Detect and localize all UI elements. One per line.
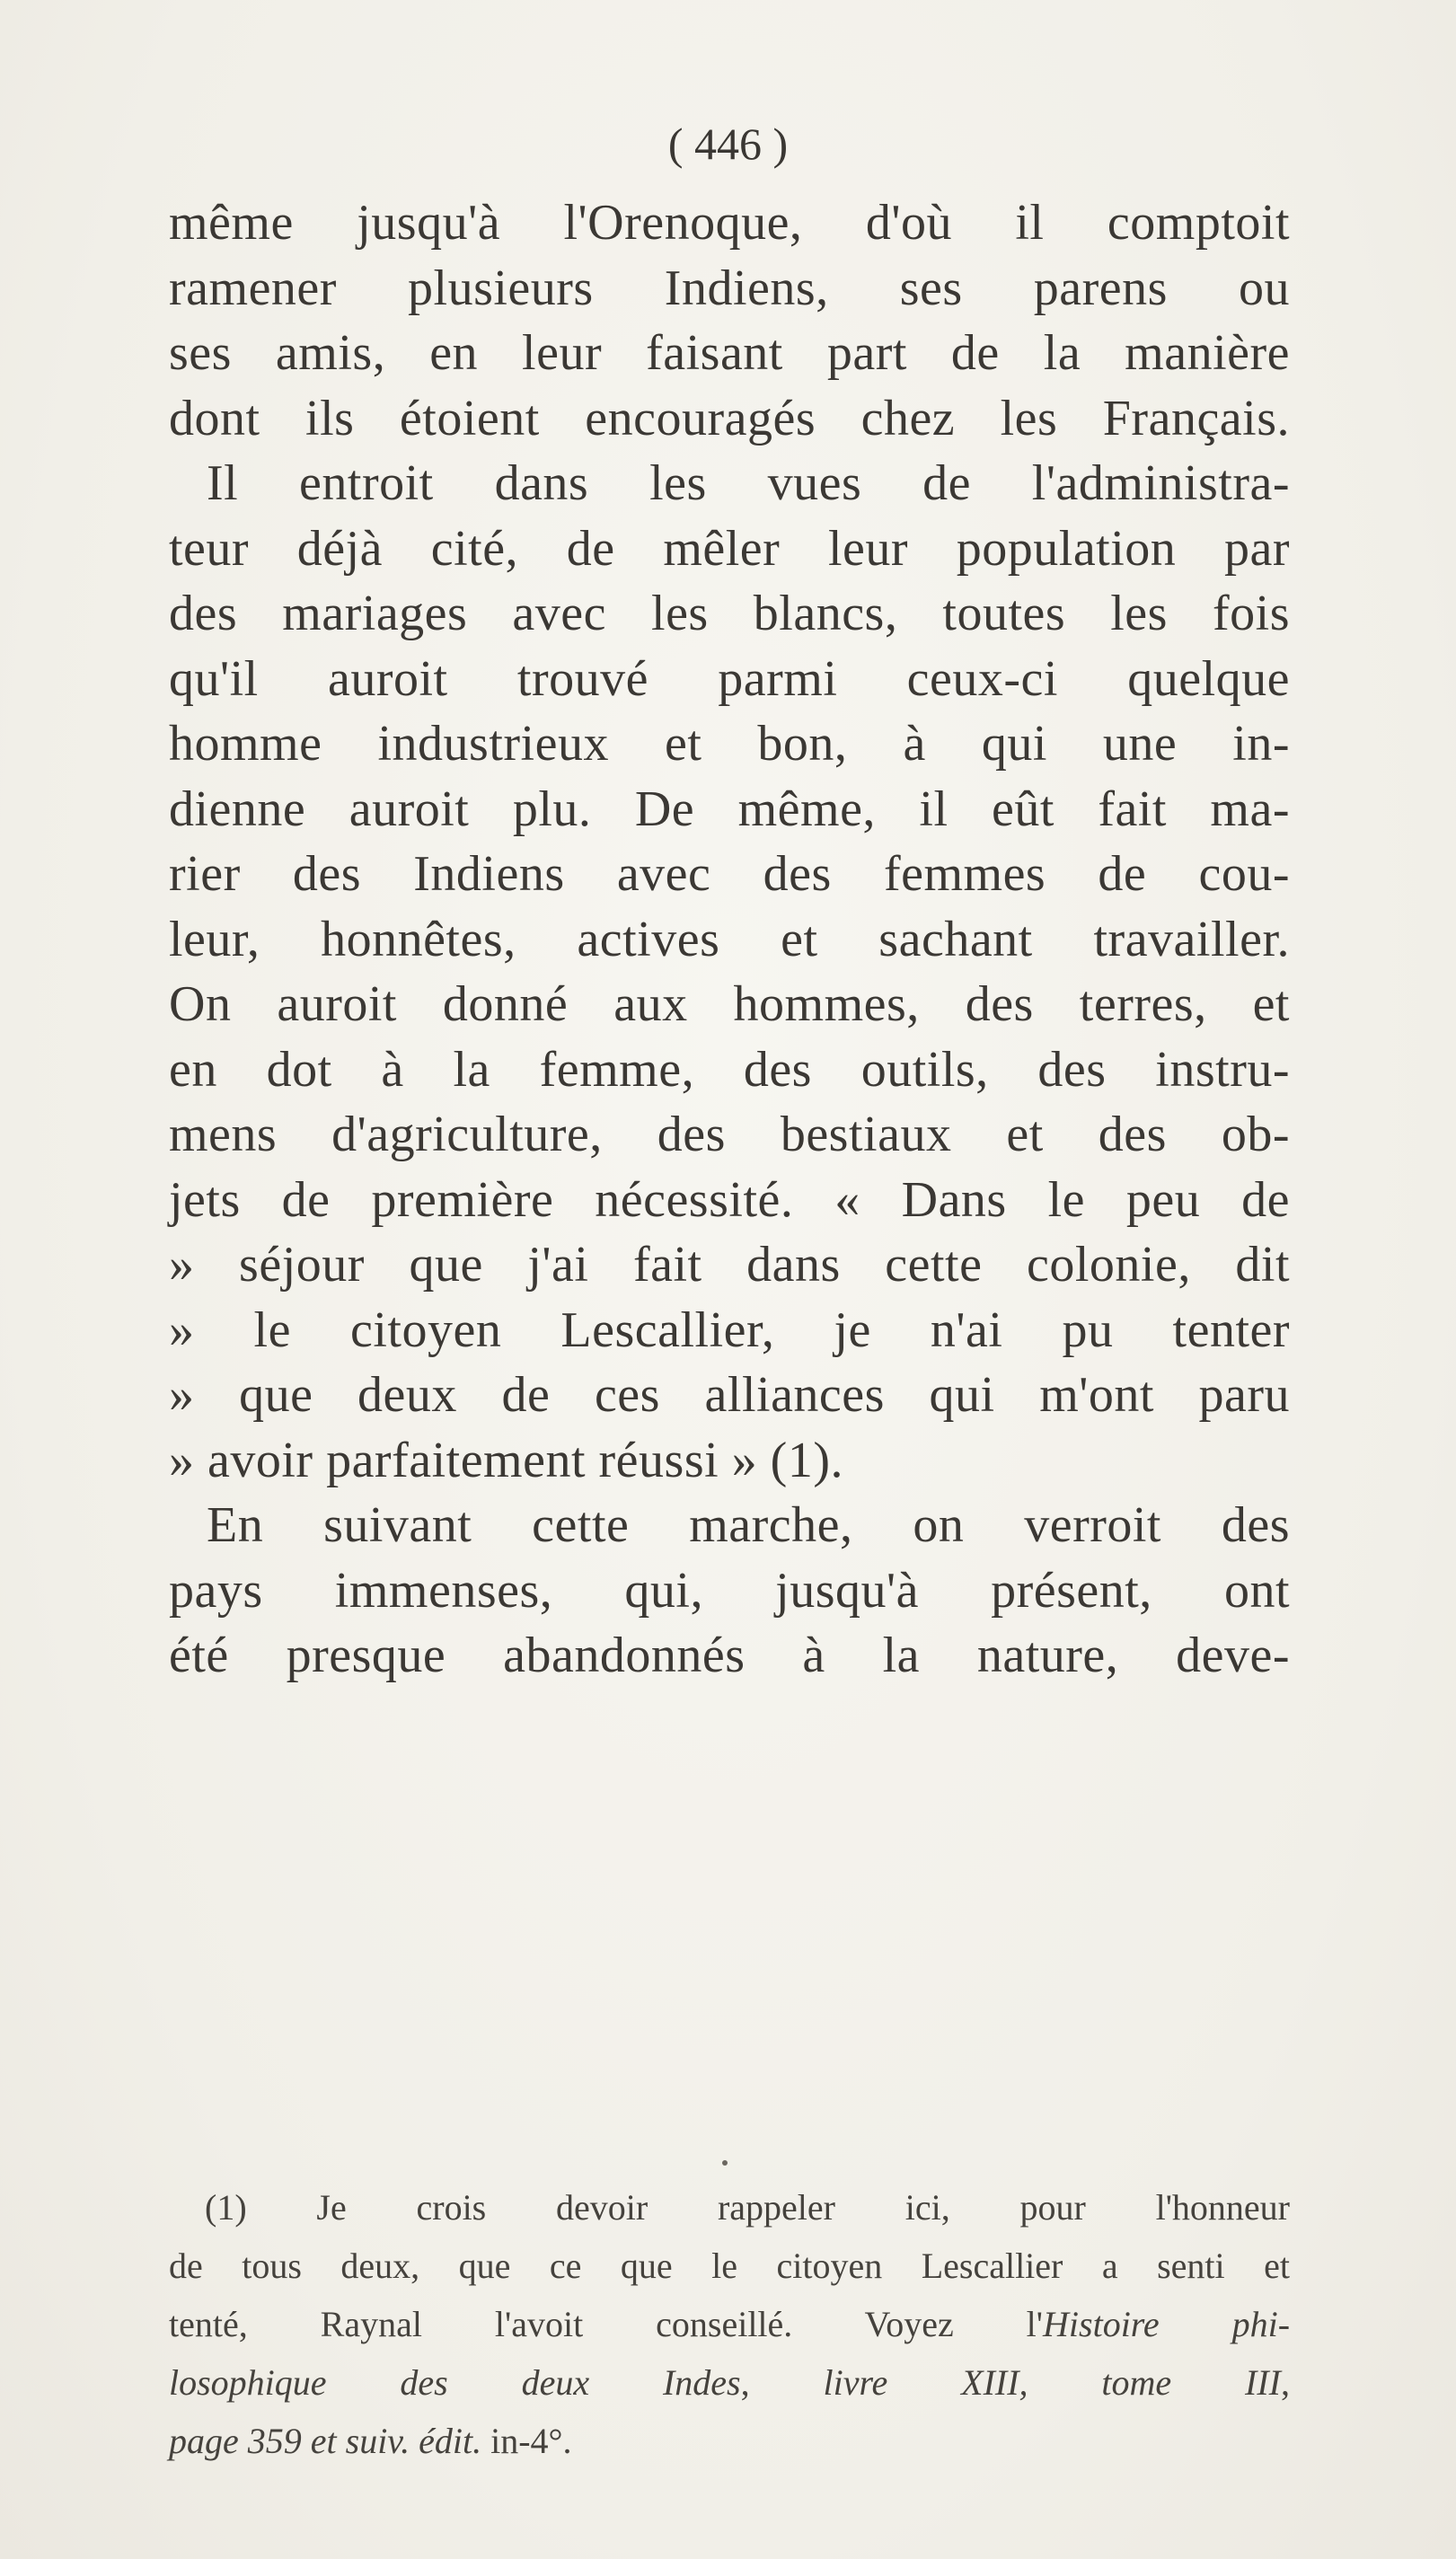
footnote-line	[169, 2295, 1290, 2353]
text-line: En suivant cette marche, on verroit des	[207, 1497, 1290, 1553]
text-line: mens d'agriculture, des bestiaux et des ob-	[169, 1107, 1290, 1162]
text-line: » avoir parfaitement réussi » (1).	[169, 1432, 843, 1488]
footnote-text: ,	[740, 2362, 824, 2403]
text-line: qu'il auroit trouvé parmi ceux-ci quelque	[169, 650, 1290, 707]
text-line: rier des Indiens avec des femmes de cou-	[169, 846, 1290, 902]
text-line: » séjour que j'ai fait dans cette colonie, dit	[169, 1237, 1290, 1293]
footnote-title-italic: losophique des deux Indes	[169, 2362, 741, 2403]
text-line: été presque abandonnés à la nature, deve-	[169, 1628, 1290, 1683]
text-line: jets de première nécessité. « Dans le peu de	[169, 1171, 1290, 1228]
footnote-ref-italic: page 359 et suiv. édit.	[169, 2421, 482, 2461]
text-line: ramener plusieurs Indiens, ses parens ou	[169, 260, 1290, 316]
text-line: des mariages avec les blancs, toutes les fois	[169, 586, 1290, 641]
text-line: même jusqu'à l'Orenoque, d'où il comptoit	[169, 195, 1290, 251]
text-line: Il entroit dans les vues de l'administra-	[207, 455, 1290, 511]
footnote-separator-dot	[722, 2160, 728, 2166]
footnote-ref-italic: livre XIII, tome III	[823, 2362, 1282, 2403]
footnote-title-italic: Histoire phi-	[1043, 2304, 1291, 2344]
text-line: teur déjà cité, de mêler leur population par	[169, 520, 1290, 577]
text-line: ses amis, en leur faisant part de la manière	[169, 325, 1290, 381]
text-line: homme industrieux et bon, à qui une in-	[169, 716, 1290, 772]
footnote	[169, 2178, 1290, 2470]
page-number: ( 446 )	[667, 119, 789, 169]
text-line: » le citoyen Lescallier, je n'ai pu tenter	[169, 1302, 1290, 1358]
text-line: dienne auroit plu. De même, il eût fait ma-	[169, 781, 1290, 837]
footnote-text: ,	[1281, 2362, 1291, 2403]
text-line: dont ils étoient encouragés chez les Français.	[169, 390, 1290, 446]
footnote-line	[169, 2353, 1290, 2412]
footnote-line: de tous deux, que ce que le citoyen Lescallier a senti et	[169, 2246, 1290, 2286]
footnote-line: (1) Je crois devoir rappeler ici, pour l'honneur	[205, 2187, 1290, 2228]
text-line: leur, honnêtes, actives et sachant travailler.	[169, 911, 1290, 967]
footnote-text: in-4°.	[481, 2421, 572, 2461]
text-line: On auroit donné aux hommes, des terres, et	[169, 976, 1290, 1032]
text-line: pays immenses, qui, jusqu'à présent, ont	[169, 1562, 1290, 1619]
body-text	[169, 190, 1290, 1689]
footnote-line	[169, 2412, 1290, 2470]
footnote-text: tenté, Raynal l'avoit conseillé. Voyez l'	[169, 2304, 1044, 2344]
text-line: » que deux de ces alliances qui m'ont paru	[169, 1367, 1290, 1423]
text-line: en dot à la femme, des outils, des instru-	[169, 1041, 1290, 1098]
